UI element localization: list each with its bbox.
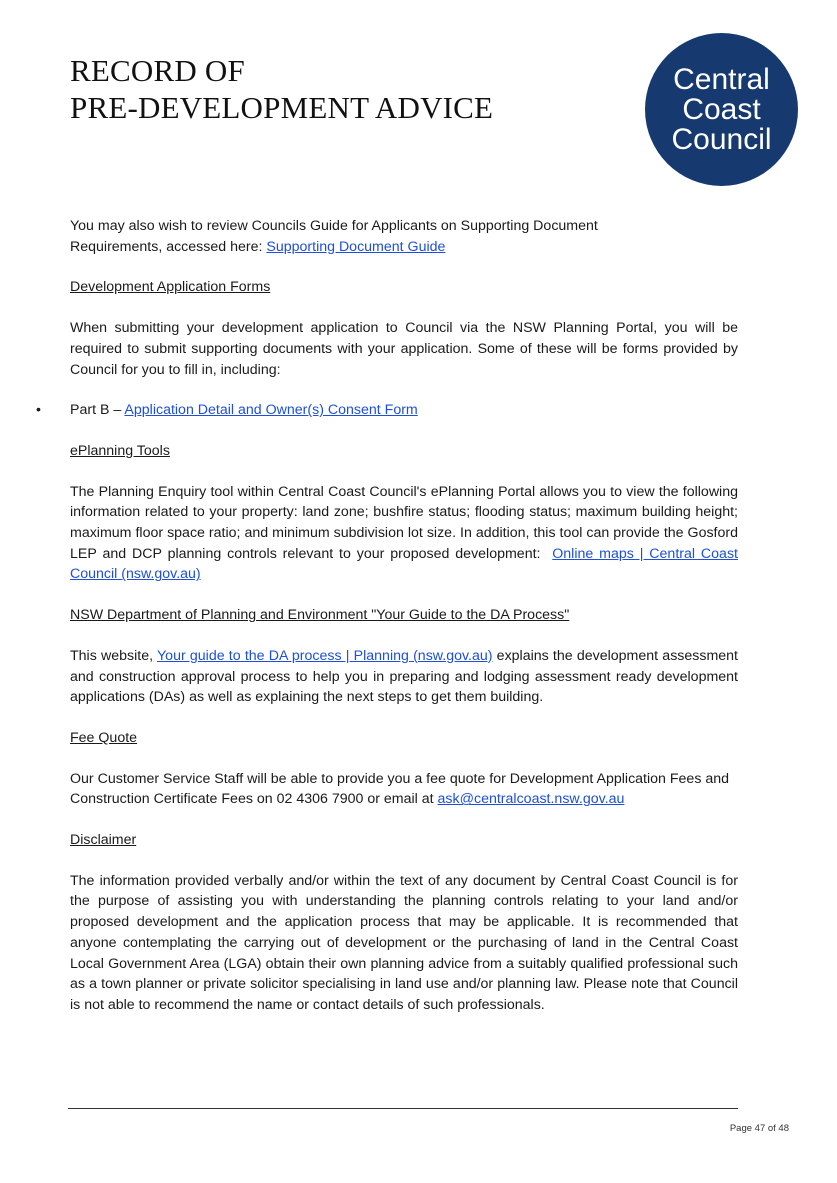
title-line-1: RECORD OF <box>70 53 245 88</box>
da-process-guide-link[interactable]: Your guide to the DA process | Planning (nsw.gov.au) <box>157 647 493 664</box>
document-title <box>70 52 493 126</box>
eplanning-heading: ePlanning Tools <box>70 442 170 459</box>
logo-line-2: Coast <box>682 92 761 126</box>
da-forms-paragraph: When submitting your development application to Council via the NSW Planning Portal, you will be required to submit supporting documents with your application. Some of these will be forms provided by Council for you to fill in, including: <box>70 320 738 378</box>
nsw-guide-heading: NSW Department of Planning and Environment "Your Guide to the DA Process" <box>70 607 570 624</box>
disclaimer-paragraph: The information provided verbally and/or within the text of any document by Central Coast Council is for the purpose of assisting you with understanding the planning controls relating to your land and/or proposed development and the application process that may be applicable. It is recommended that anyone contemplating the carrying out of development or the purchasing of land in the Central Coast Local Government Area (LGA) obtain their own planning advice from a suitably qualified professional such as a town planner or private solicitor specialising in land use and/or planning law. Please note that Council is not able to recommend the name or contact details of such professionals. <box>70 872 738 1013</box>
logo-line-1: Central <box>673 62 770 96</box>
nsw-guide-paragraph <box>70 646 738 708</box>
intro-paragraph <box>70 216 738 257</box>
fee-quote-heading: Fee Quote <box>70 729 138 746</box>
da-forms-heading: Development Application Forms <box>70 279 271 296</box>
fee-quote-body: Our Customer Service Staff will be able to provide you a fee quote for Development Application Fees and Construction Certificate Fees on 02 4306 7900 or email at <box>70 770 730 808</box>
email-link[interactable]: ask@centralcoast.nsw.gov.au <box>437 791 625 808</box>
supporting-document-guide-link[interactable]: Supporting Document Guide <box>266 238 446 255</box>
consent-form-link[interactable]: Application Detail and Owner(s) Consent Form <box>124 402 418 419</box>
logo-line-3: Council <box>671 122 772 156</box>
page-number: Page 47 of 48 <box>729 1123 789 1134</box>
nsw-guide-body-prefix: This website, <box>70 647 158 664</box>
document-body <box>36 216 738 1016</box>
bullet-prefix: Part B – <box>70 402 125 419</box>
intro-text-line-1: You may also wish to review Councils Guide for Applicants on Supporting Document <box>70 218 598 234</box>
da-forms-bullet-item <box>36 400 738 421</box>
bullet-icon: • <box>36 402 41 419</box>
footer-divider <box>68 1108 738 1109</box>
eplanning-paragraph <box>70 482 738 586</box>
central-coast-council-logo <box>645 33 798 186</box>
eplanning-body: The Planning Enquiry tool within Central Coast Council's ePlanning Portal allows you to view the following information related to your property: land zone; bushfire status; flooding status; maximum building height; maximum floor space ratio; and minimum subdivision lot size. In addition, this tool can provide the Gosford LEP and DCP planning controls relevant to your proposed development: <box>70 483 738 562</box>
title-line-2: PRE-DEVELOPMENT ADVICE <box>70 90 494 125</box>
intro-text-line-2: Requirements, accessed here: <box>70 238 267 255</box>
nsw-guide-body-suffix: explains the development assessment and construction approval process to help you in preparing and lodging assessment ready development applications (DAs) as well as explaining the next steps to get them building. <box>70 647 738 706</box>
online-maps-link[interactable]: Online maps | Central Coast Council (nsw.gov.au) <box>70 545 738 583</box>
fee-quote-paragraph <box>70 769 738 810</box>
disclaimer-heading: Disclaimer <box>70 832 137 849</box>
